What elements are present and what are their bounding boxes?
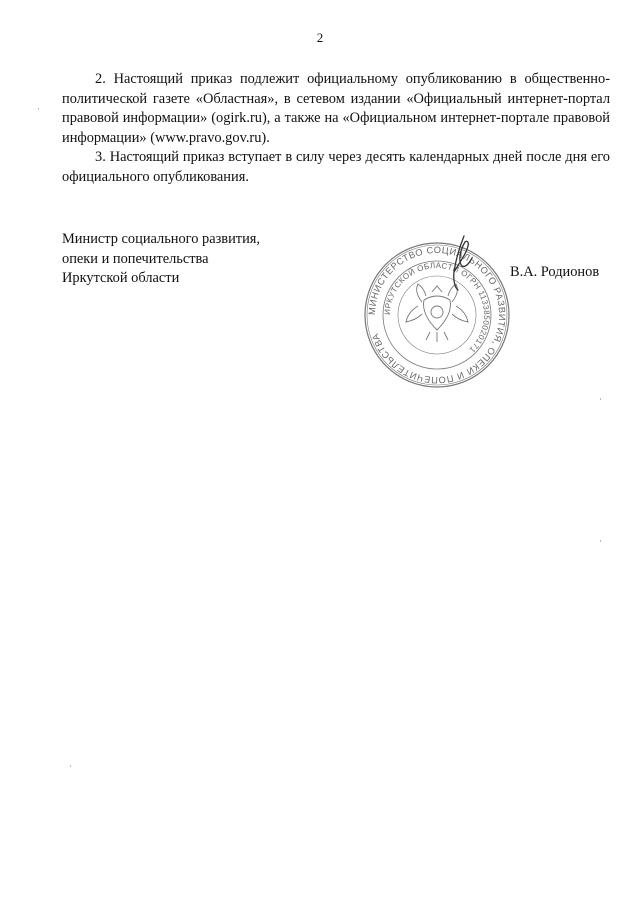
handwritten-signature xyxy=(440,232,480,292)
coat-of-arms-icon xyxy=(406,284,468,342)
paragraph-effective-date: 3. Настоящий приказ вступает в силу через десять календарных дней после дня его официального опубликования. xyxy=(62,149,610,185)
signatory-name: В.А. Родионов xyxy=(510,264,600,280)
signatory-title-line: Иркутской области xyxy=(62,270,180,286)
scan-speck xyxy=(600,398,601,400)
signatory-title-line: Министр социального развития, xyxy=(62,231,260,247)
seal-outer-text: МИНИСТЕРСТВО СОЦИАЛЬНОГО РАЗВИТИЯ, ОПЕКИ И ПОПЕЧИТЕЛЬСТВА xyxy=(366,244,508,386)
page-number: 2 xyxy=(316,30,324,45)
scan-speck xyxy=(600,540,601,542)
paragraph-publication: 2. Настоящий приказ подлежит официальному опубликованию в общественно-политической газете «Областная», в сетевом издании «Официальный интернет-портал правовой информации» (ogirk.ru), а также на «Официальном интернет-портале правовой информации» (www.pravo.gov.ru). xyxy=(62,71,610,146)
scan-speck xyxy=(70,765,71,767)
signatory-title-line: опеки и попечительства xyxy=(62,250,209,267)
document-body xyxy=(62,70,610,187)
official-seal xyxy=(362,240,512,390)
seal-inner-text: ИРКУТСКОЙ ОБЛАСТИ ОГРН 1133850020171 xyxy=(382,260,492,355)
signatory-title xyxy=(62,230,260,289)
scan-speck xyxy=(38,108,39,110)
